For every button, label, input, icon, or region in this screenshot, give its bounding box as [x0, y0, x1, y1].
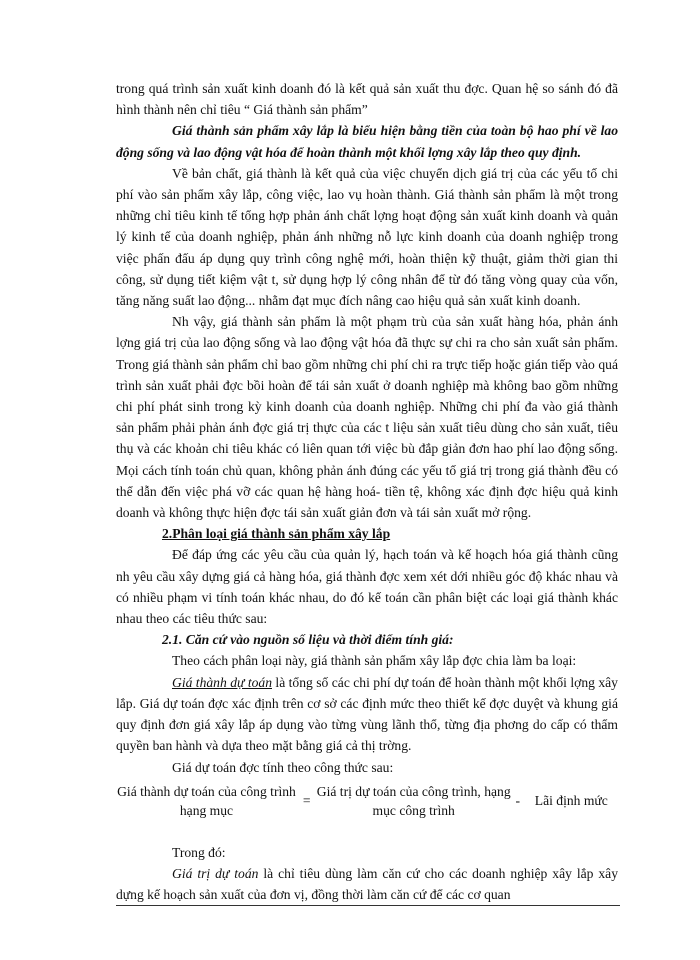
spacer — [116, 824, 618, 842]
paragraph-category: Nh vậy, giá thành sản phẩm là một phạm trù của sản xuất hàng hóa, phản ánh lợng giá trị của lao động sống và lao động vật hóa đã thực sự chi ra cho sản xuất sản phẩm. Trong giá thành sản phẩm chỉ bao gồm những chi phí chi ra trực tiếp hoặc gián tiếp vào quá trình sản xuất phải đợc bồi hoàn để tái sản xuất ở doanh nghiệp mà không bao gồm những chi phí phát sinh trong kỳ kinh doanh của doanh nghiệp. Những chi phí đa vào giá thành sản phẩm phải phản ánh đợc giá trị thực của các t liệu sản xuất tiêu dùng cho sản xuất, tiêu thụ và các khoản chi tiêu khác có liên quan tới việc bù đắp giản đơn hao phí lao động sống. Mọi cách tính toán chủ quan, không phản ánh đúng các yếu tố giá trị trong giá thành đều có thể dẫn đến việc phá vỡ các quan hệ hàng hoá- tiền tệ, không xác định đợc hiệu quả kinh doanh và không thực hiện đợc tái sản xuất giản đơn và tái sản xuất mở rộng. — [116, 314, 618, 521]
formula-profit: Lãi định mức — [534, 793, 608, 809]
paragraph-nature: Về bản chất, giá thành là kết quả của việc chuyển dịch giá trị của các yếu tố chi phí vào sản phẩm xây lắp, công việc, lao vụ hoàn thành. Giá thành sản phẩm là một trong những chỉ tiêu kinh tế tổng hợp phản ánh chất lợng hoạt động sản xuất kinh doanh và quản lý kinh tế của doanh nghiệp, phản ánh những nỗ lực kinh doanh của doanh nghiệp trong việc phấn đấu áp dụng quy trình công nghệ mới, hoàn thiện kỹ thuật, giảm thời gian thi công, sử dụng tiết kiệm vật t, sử dụng hợp lý công nhân để từ đó tăng vòng quay của vốn, tăng năng suất lao động... nhằm đạt mục đích nâng cao hiệu quả sản xuất kinh doanh. — [116, 165, 618, 309]
footer-divider — [116, 905, 620, 906]
term-estimate-value: Giá trị dự toán — [172, 865, 259, 881]
formula-lhs: Giá thành dự toán của công trình hạng mục — [117, 783, 296, 818]
formula — [116, 778, 618, 824]
subsection-heading: 2.1. Căn cứ vào nguồn số liệu và thời điểm tính giá: — [162, 632, 454, 648]
definition-paragraph: Giá thành sản phẩm xây lắp là biểu hiện bằng tiền của toàn bộ hao phí về lao động sống và lao động vật hóa để hoàn thành một khối lợng xây lắp theo quy định. — [116, 123, 618, 160]
estimate-cost-definition: là tổng số các chi phí dự toán để hoàn thành một khối lợng xây lắp. Giá dự toán đợc xác định trên cơ sở các định mức theo thiết kế đợc duyệt và khung giá quy định đơn giá xây lắp áp dụng vào từng vùng lãnh thổ, từng địa phơng do cấp có thẩm quyền ban hành và dựa theo mặt bằng giá cả thị trờng. — [116, 674, 618, 754]
paragraph-where: Trong đó: — [172, 844, 226, 860]
estimate-value-definition: là chỉ tiêu dùng làm căn cứ cho các doanh nghiệp xây lắp xây dựng kế hoạch sản xuất của đơn vị, đồng thời làm căn cứ để các cơ quan — [116, 865, 619, 903]
body-text — [116, 78, 618, 905]
term-estimate-cost: Giá thành dự toán — [172, 674, 272, 690]
section-heading: 2.Phân loại giá thành sản phẩm xây lắp — [162, 526, 391, 542]
paragraph-types: Theo cách phân loại này, giá thành sản phẩm xây lắp đợc chia làm ba loại: — [172, 653, 577, 669]
paragraph-estimate-value — [116, 863, 618, 905]
formula-minus: - — [515, 793, 521, 809]
paragraph-formula-intro: Giá dự toán đợc tính theo công thức sau: — [172, 759, 394, 775]
paragraph-classification: Để đáp ứng các yêu cầu của quản lý, hạch toán và kế hoạch hóa giá thành cũng nh yêu cầu xây dựng giá cả hàng hóa, giá thành đợc xem xét dới nhiều góc độ khác nhau và có nhiều phạm vi tính toán khác nhau, do đó kế toán cần phân biệt các loại giá thành khác nhau theo các tiêu thức sau: — [116, 547, 618, 627]
formula-equals: = — [302, 793, 311, 809]
paragraph-intro: trong quá trình sản xuất kinh doanh đó là kết quả sản xuất thu đợc. Quan hệ so sánh đó đã hình thành nên chỉ tiêu “ Giá thành sản phẩm” — [116, 81, 618, 118]
paragraph-estimate-cost — [116, 672, 618, 757]
formula-rhs: Giá trị dự toán của công trình, hạng mục công trình — [316, 783, 511, 818]
